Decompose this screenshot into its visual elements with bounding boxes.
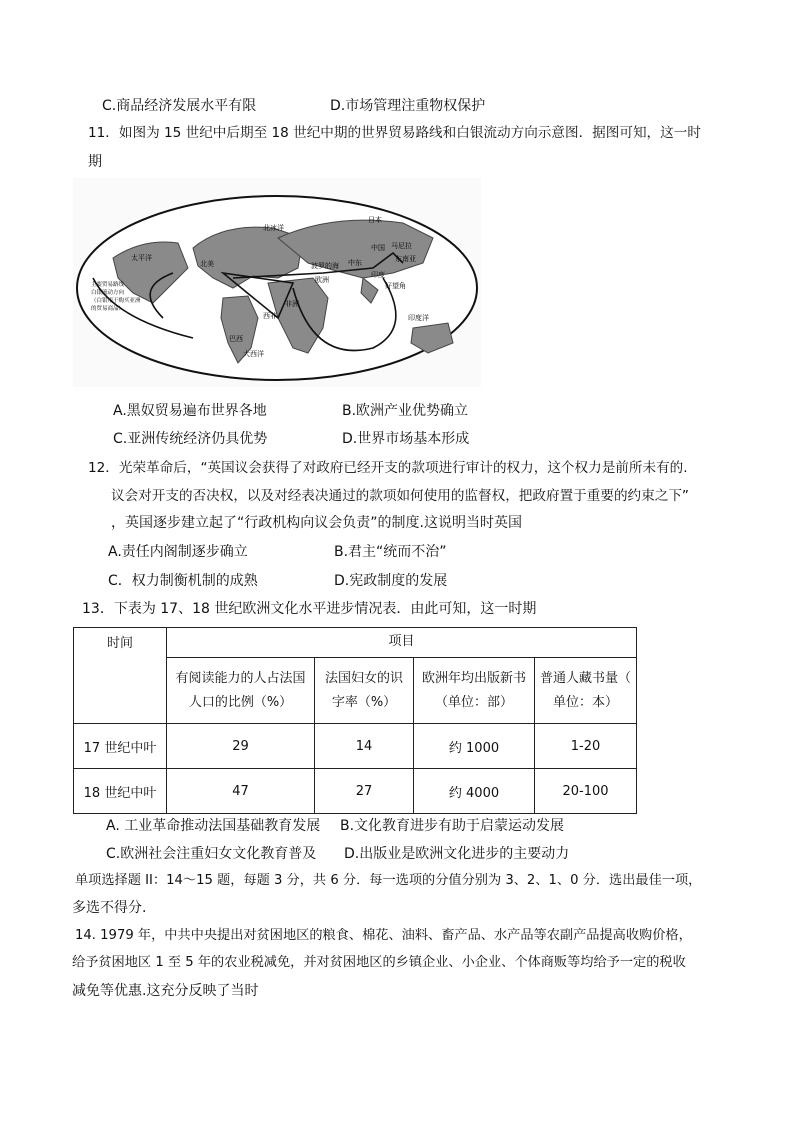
q13-stem: 13．下表为 17、18 世纪欧洲文化水平进步情况表．由此可知，这一时期 <box>82 601 537 617</box>
q14-stem-cont: 给予贫困地区 1 至 5 年的农业税减免，并对贫困地区的乡镇企业、小企业、个体商贩等均给予一定的税收 <box>72 955 686 970</box>
q10-option-d: D.市场管理注重物权保护 <box>330 98 486 114</box>
table-row <box>74 769 637 814</box>
map-label: 太平洋 <box>131 254 152 262</box>
table-cell: 1-20 <box>535 724 637 769</box>
table-cell: 14 <box>315 724 414 769</box>
table-row <box>74 724 637 769</box>
table-cell-time: 17 世纪中叶 <box>74 724 167 769</box>
section-2-instructions: 单项选择题 II：14～15 题，每题 3 分，共 6 分．每一选项的分值分别为 3、2、1、0 分．选出最佳一项， <box>75 873 702 888</box>
table-header: 普通人藏书量（ 单位：本） <box>535 658 637 724</box>
q12-option-c: C．权力制衡机制的成熟 <box>108 573 258 589</box>
map-label: 中国 <box>371 244 385 252</box>
culture-progress-table <box>73 627 637 814</box>
q11-stem: 11．如图为 15 世纪中后期至 18 世纪中期的世界贸易路线和白银流动方向示意图．据图可知，这一时 <box>88 125 701 141</box>
table-header: 欧洲年均出版新书 （单位：部） <box>414 658 535 724</box>
map-label: 印度洋 <box>408 314 429 322</box>
q12-option-d: D.宪政制度的发展 <box>334 573 448 589</box>
table-cell-time: 18 世纪中叶 <box>74 769 167 814</box>
table-header: 有阅读能力的人占法国 人口的比例（%） <box>167 658 315 724</box>
table-cell: 29 <box>167 724 315 769</box>
table-corner: 时间 <box>74 628 167 724</box>
map-label: 好望角 <box>385 282 406 290</box>
legend-text: （白银用于购买亚洲 <box>91 298 141 304</box>
map-label: 西非 <box>263 312 277 320</box>
legend-text: 白银流动方向 <box>91 290 125 296</box>
map-label: 中东 <box>348 259 362 267</box>
table-group-header: 项目 <box>167 628 637 658</box>
map-label: 非洲 <box>285 300 299 308</box>
map-label: 巴西 <box>229 335 243 343</box>
q11-stem-cont: 期 <box>88 154 102 170</box>
q11-option-b: B.欧洲产业优势确立 <box>342 403 469 419</box>
q11-option-d: D.世界市场基本形成 <box>342 431 470 447</box>
map-label: 印度 <box>371 271 385 279</box>
q14-stem-cont: 减免等优惠.这充分反映了当时 <box>72 983 259 999</box>
map-label: 北冰洋 <box>263 224 284 232</box>
q11-option-a: A.黑奴贸易遍布世界各地 <box>113 403 267 419</box>
q13-option-b: B.文化教育进步有助于启蒙运动发展 <box>340 818 565 834</box>
q12-option-b: B.君主“统而不治” <box>334 544 447 560</box>
table-cell: 47 <box>167 769 315 814</box>
q12-stem-cont: 议会对开支的否决权，以及对经表决通过的款项如何使用的监督权，把政府置于重要的约束之下” <box>111 488 689 504</box>
world-trade-map <box>73 178 481 387</box>
q11-option-c: C.亚洲传统经济仍具优势 <box>113 431 268 447</box>
q13-option-d: D.出版业是欧洲文化进步的主要动力 <box>344 846 570 862</box>
map-label: 东南亚 <box>395 255 416 263</box>
map-label: 波罗的海 <box>311 262 339 270</box>
table-cell: 20-100 <box>535 769 637 814</box>
legend-text: 的贸易商品） <box>91 306 125 312</box>
map-label: 北美 <box>200 260 214 268</box>
table-header: 法国妇女的识 字率（%） <box>315 658 414 724</box>
q13-option-a: A. 工业革命推动法国基础教育发展 <box>106 818 321 834</box>
map-label: 欧洲 <box>315 276 329 284</box>
legend-text: 主要贸易路线 <box>91 282 125 288</box>
q10-option-c: C.商品经济发展水平有限 <box>102 98 257 114</box>
table-cell: 约 1000 <box>414 724 535 769</box>
map-label: 大西洋 <box>243 350 264 358</box>
q13-option-c: C.欧洲社会注重妇女文化教育普及 <box>106 846 317 862</box>
q14-stem: 14. 1979 年，中共中央提出对贫困地区的粮食、棉花、油料、畜产品、水产品等农副产品提高收购价格， <box>75 928 692 943</box>
section-2-instructions-cont: 多选不得分. <box>72 900 147 916</box>
q12-stem: 12．光荣革命后，“英国议会获得了对政府已经开支的款项进行审计的权力，这个权力是前所未有的. <box>88 460 688 476</box>
q12-stem-cont: ，英国逐步建立起了“行政机构向议会负责”的制度.这说明当时英国 <box>111 515 522 531</box>
table-cell: 约 4000 <box>414 769 535 814</box>
map-label: 日本 <box>368 216 382 224</box>
q12-option-a: A.责任内阁制逐步确立 <box>108 544 248 560</box>
map-label: 马尼拉 <box>391 242 412 250</box>
table-cell: 27 <box>315 769 414 814</box>
